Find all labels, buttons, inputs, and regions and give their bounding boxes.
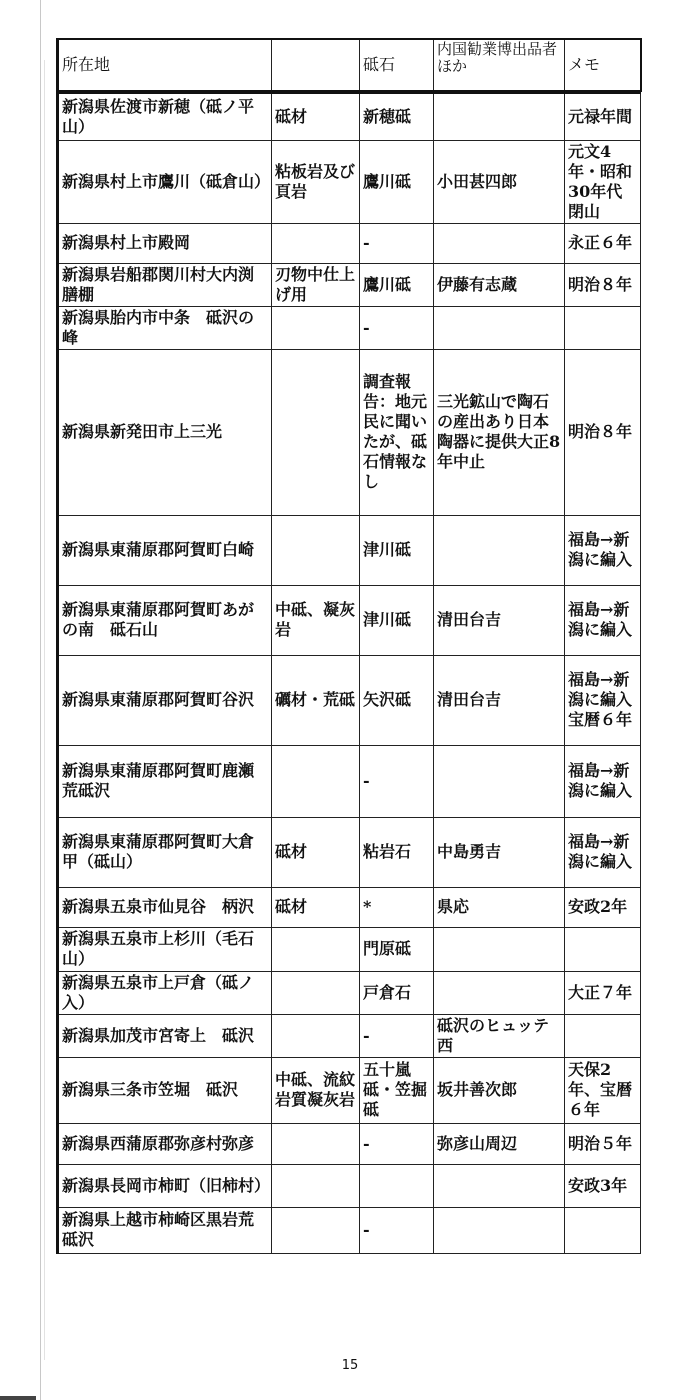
cell-location: 新潟県東蒲原郡阿賀町あがの南 砥石山 xyxy=(58,585,272,655)
cell-location: 新潟県五泉市上杉川（毛石山） xyxy=(58,927,272,971)
cell-memo: 福島→新潟に編入 xyxy=(565,817,641,887)
cell-material xyxy=(272,223,360,263)
header-location: 所在地 xyxy=(58,39,272,91)
cell-exhibitor xyxy=(434,306,565,349)
cell-whetstone: - xyxy=(360,1207,434,1253)
cell-material: 砥材 xyxy=(272,887,360,927)
scan-margin-line xyxy=(40,0,41,1400)
cell-memo: 元文4年・昭和30年代閉山 xyxy=(565,140,641,223)
cell-exhibitor: 坂井善次郎 xyxy=(434,1057,565,1123)
cell-whetstone xyxy=(360,1164,434,1207)
scan-margin-line-faint xyxy=(44,60,45,1360)
table-row xyxy=(58,93,641,140)
table-row xyxy=(58,1164,641,1207)
cell-whetstone: - xyxy=(360,745,434,817)
cell-exhibitor xyxy=(434,515,565,585)
cell-location: 新潟県三条市笠堀 砥沢 xyxy=(58,1057,272,1123)
table-row xyxy=(58,349,641,515)
cell-memo: 明治５年 xyxy=(565,1123,641,1164)
table-body xyxy=(58,93,641,1253)
cell-exhibitor: 三光鉱山で陶石の産出あり日本陶器に提供大正8年中止 xyxy=(434,349,565,515)
cell-exhibitor xyxy=(434,971,565,1014)
cell-memo: 明治８年 xyxy=(565,263,641,306)
cell-exhibitor: 清田台吉 xyxy=(434,655,565,745)
cell-memo: 大正７年 xyxy=(565,971,641,1014)
cell-whetstone: - xyxy=(360,1123,434,1164)
cell-material: 砥材 xyxy=(272,817,360,887)
cell-location: 新潟県五泉市上戸倉（砥ノ入） xyxy=(58,971,272,1014)
cell-exhibitor: 清田台吉 xyxy=(434,585,565,655)
cell-whetstone: 調査報告：地元民に聞いたが、砥石情報なし xyxy=(360,349,434,515)
cell-material xyxy=(272,1164,360,1207)
cell-material: 粘板岩及び頁岩 xyxy=(272,140,360,223)
cell-location: 新潟県加茂市宮寄上 砥沢 xyxy=(58,1014,272,1057)
cell-whetstone: 新穂砥 xyxy=(360,93,434,140)
cell-material xyxy=(272,1123,360,1164)
cell-exhibitor: 弥彦山周辺 xyxy=(434,1123,565,1164)
table-row xyxy=(58,1014,641,1057)
cell-whetstone: 矢沢砥 xyxy=(360,655,434,745)
table-row xyxy=(58,971,641,1014)
cell-material xyxy=(272,306,360,349)
table-row xyxy=(58,515,641,585)
cell-memo xyxy=(565,927,641,971)
cell-location: 新潟県西蒲原郡弥彦村弥彦 xyxy=(58,1123,272,1164)
table-row xyxy=(58,306,641,349)
cell-whetstone: 五十嵐砥・笠掘砥 xyxy=(360,1057,434,1123)
table-row xyxy=(58,745,641,817)
cell-exhibitor xyxy=(434,223,565,263)
cell-whetstone: 津川砥 xyxy=(360,515,434,585)
table-row xyxy=(58,585,641,655)
cell-location: 新潟県村上市殿岡 xyxy=(58,223,272,263)
cell-memo xyxy=(565,306,641,349)
cell-memo: 明治８年 xyxy=(565,349,641,515)
cell-material xyxy=(272,927,360,971)
table-row xyxy=(58,140,641,223)
cell-material: 礪材・荒砥 xyxy=(272,655,360,745)
table-row xyxy=(58,1123,641,1164)
cell-location: 新潟県新発田市上三光 xyxy=(58,349,272,515)
cell-whetstone: 門原砥 xyxy=(360,927,434,971)
cell-material: 砥材 xyxy=(272,93,360,140)
table-row xyxy=(58,223,641,263)
cell-memo: 福島→新潟に編入 xyxy=(565,745,641,817)
cell-memo xyxy=(565,1207,641,1253)
cell-exhibitor xyxy=(434,1164,565,1207)
table-header xyxy=(56,38,642,92)
cell-memo xyxy=(565,1014,641,1057)
cell-whetstone: - xyxy=(360,306,434,349)
header-exhibitor: 内国勧業博出品者ほか xyxy=(434,39,565,91)
cell-whetstone: 鷹川砥 xyxy=(360,140,434,223)
cell-memo: 元禄年間 xyxy=(565,93,641,140)
header-material xyxy=(272,39,360,91)
cell-location: 新潟県胎内市中条 砥沢の峰 xyxy=(58,306,272,349)
cell-material xyxy=(272,971,360,1014)
cell-location: 新潟県東蒲原郡阿賀町白崎 xyxy=(58,515,272,585)
whetstone-location-table xyxy=(56,92,641,1254)
cell-exhibitor xyxy=(434,927,565,971)
scan-corner-mark xyxy=(0,1396,36,1400)
cell-whetstone: - xyxy=(360,223,434,263)
cell-whetstone: 鷹川砥 xyxy=(360,263,434,306)
cell-exhibitor: 小田甚四郎 xyxy=(434,140,565,223)
cell-location: 新潟県東蒲原郡阿賀町大倉甲（砥山） xyxy=(58,817,272,887)
cell-exhibitor xyxy=(434,745,565,817)
cell-whetstone: * xyxy=(360,887,434,927)
cell-exhibitor xyxy=(434,1207,565,1253)
cell-whetstone: 粘岩石 xyxy=(360,817,434,887)
cell-material: 中砥、凝灰岩 xyxy=(272,585,360,655)
cell-whetstone: 津川砥 xyxy=(360,585,434,655)
cell-location: 新潟県村上市鷹川（砥倉山） xyxy=(58,140,272,223)
cell-exhibitor: 砥沢のヒュッテ西 xyxy=(434,1014,565,1057)
cell-location: 新潟県東蒲原郡阿賀町谷沢 xyxy=(58,655,272,745)
cell-memo: 永正６年 xyxy=(565,223,641,263)
cell-material: 刃物中仕上げ用 xyxy=(272,263,360,306)
header-memo: メモ xyxy=(565,39,641,91)
cell-material xyxy=(272,1014,360,1057)
page-number: 15 xyxy=(341,1358,359,1373)
cell-material: 中砥、流紋岩質凝灰岩 xyxy=(272,1057,360,1123)
cell-memo: 安政2年 xyxy=(565,887,641,927)
cell-material xyxy=(272,745,360,817)
cell-exhibitor: 伊藤有志蔵 xyxy=(434,263,565,306)
cell-material xyxy=(272,515,360,585)
cell-location: 新潟県五泉市仙見谷 柄沢 xyxy=(58,887,272,927)
cell-location: 新潟県佐渡市新穂（砥ノ平山） xyxy=(58,93,272,140)
cell-exhibitor: 中島勇吉 xyxy=(434,817,565,887)
cell-material xyxy=(272,1207,360,1253)
table-row xyxy=(58,887,641,927)
cell-memo: 福島→新潟に編入 xyxy=(565,585,641,655)
cell-location: 新潟県東蒲原郡阿賀町鹿瀬 荒砥沢 xyxy=(58,745,272,817)
cell-exhibitor: 県応 xyxy=(434,887,565,927)
cell-whetstone: - xyxy=(360,1014,434,1057)
table-row xyxy=(58,263,641,306)
table-row xyxy=(58,1207,641,1253)
cell-memo: 福島→新潟に編入 xyxy=(565,515,641,585)
table-row xyxy=(58,927,641,971)
cell-location: 新潟県岩船郡関川村大内渕 膳棚 xyxy=(58,263,272,306)
table-row xyxy=(58,817,641,887)
cell-material xyxy=(272,349,360,515)
cell-location: 新潟県上越市柿崎区黒岩荒砥沢 xyxy=(58,1207,272,1253)
header-row xyxy=(58,39,641,91)
cell-memo: 福島→新潟に編入宝暦６年 xyxy=(565,655,641,745)
cell-exhibitor xyxy=(434,93,565,140)
cell-location: 新潟県長岡市柿町（旧柿村） xyxy=(58,1164,272,1207)
cell-whetstone: 戸倉石 xyxy=(360,971,434,1014)
table-row xyxy=(58,1057,641,1123)
table-row xyxy=(58,655,641,745)
cell-memo: 安政3年 xyxy=(565,1164,641,1207)
header-whetstone: 砥石 xyxy=(360,39,434,91)
cell-memo: 天保2年、宝暦６年 xyxy=(565,1057,641,1123)
